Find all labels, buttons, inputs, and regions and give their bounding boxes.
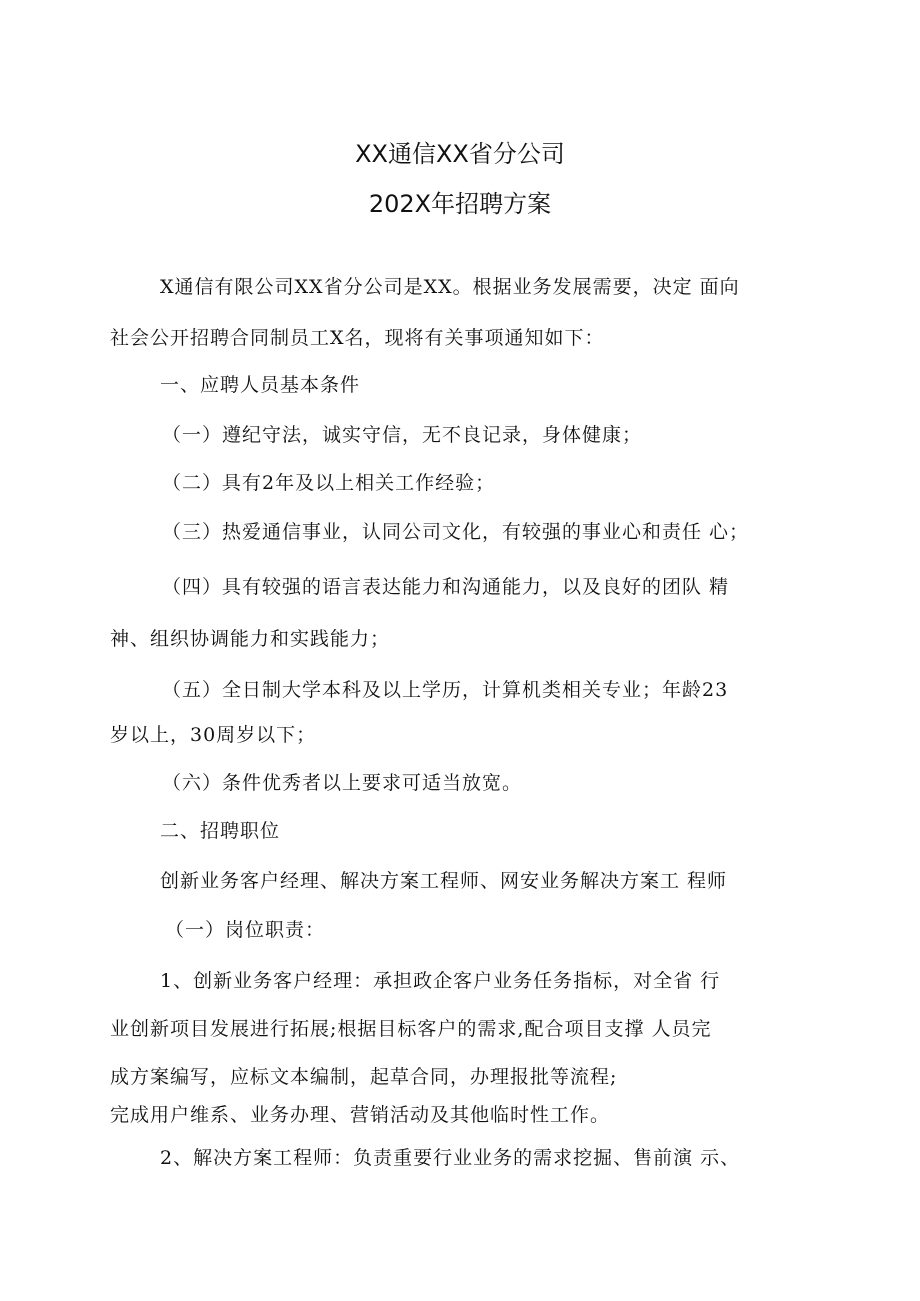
- intro-line-1: X通信有限公司XX省分公司是XX。根据业务发展需要，决定 面向: [160, 276, 740, 298]
- duty-2: 2、解决方案工程师：负责重要行业业务的需求挖掘、售前演 示、: [160, 1147, 741, 1169]
- condition-3: （三）热爱通信事业，认同公司文化，有较强的事业心和责任 心；: [162, 521, 750, 543]
- condition-5: （五）全日制大学本科及以上学历，计算机类相关专业；年龄23: [162, 679, 729, 701]
- positions-list: 创新业务客户经理、解决方案工程师、网安业务解决方案工 程师: [160, 870, 728, 892]
- section-heading-1: 一、应聘人员基本条件: [160, 374, 361, 396]
- condition-2: （二）具有2年及以上相关工作经验；: [162, 472, 496, 494]
- condition-1: （一）遵纪守法，诚实守信，无不良记录，身体健康；: [162, 424, 643, 446]
- duty-1-continued-3: 完成用户维系、业务办理、营销活动及其他临时性工作。: [110, 1104, 611, 1126]
- condition-4-continued: 神、组织协调能力和实践能力；: [110, 628, 391, 650]
- duty-1-continued-1: 业创新项目发展进行拓展;根据目标客户的需求,配合项目支撑 人员完: [110, 1018, 712, 1040]
- section-heading-2: 二、招聘职位: [160, 820, 281, 842]
- condition-5-continued: 岁以上，30周岁以下；: [110, 724, 317, 746]
- duty-1: 1、创新业务客户经理：承担政企客户业务任务指标，对全省 行: [160, 970, 721, 992]
- duty-1-continued-2: 成方案编写，应标文本编制，起草合同，办理报批等流程;: [110, 1066, 618, 1088]
- subsection-heading-duties: （一）岗位职责：: [165, 919, 326, 941]
- intro-line-2: 社会公开招聘合同制员工X名，现将有关事项通知如下：: [110, 327, 605, 349]
- condition-6: （六）条件优秀者以上要求可适当放宽。: [162, 772, 523, 794]
- document-subtitle: 202X年招聘方案: [368, 190, 552, 218]
- condition-4: （四）具有较强的语言表达能力和沟通能力，以及良好的团队 精: [162, 576, 730, 598]
- document-title: XX通信XX省分公司: [355, 140, 565, 168]
